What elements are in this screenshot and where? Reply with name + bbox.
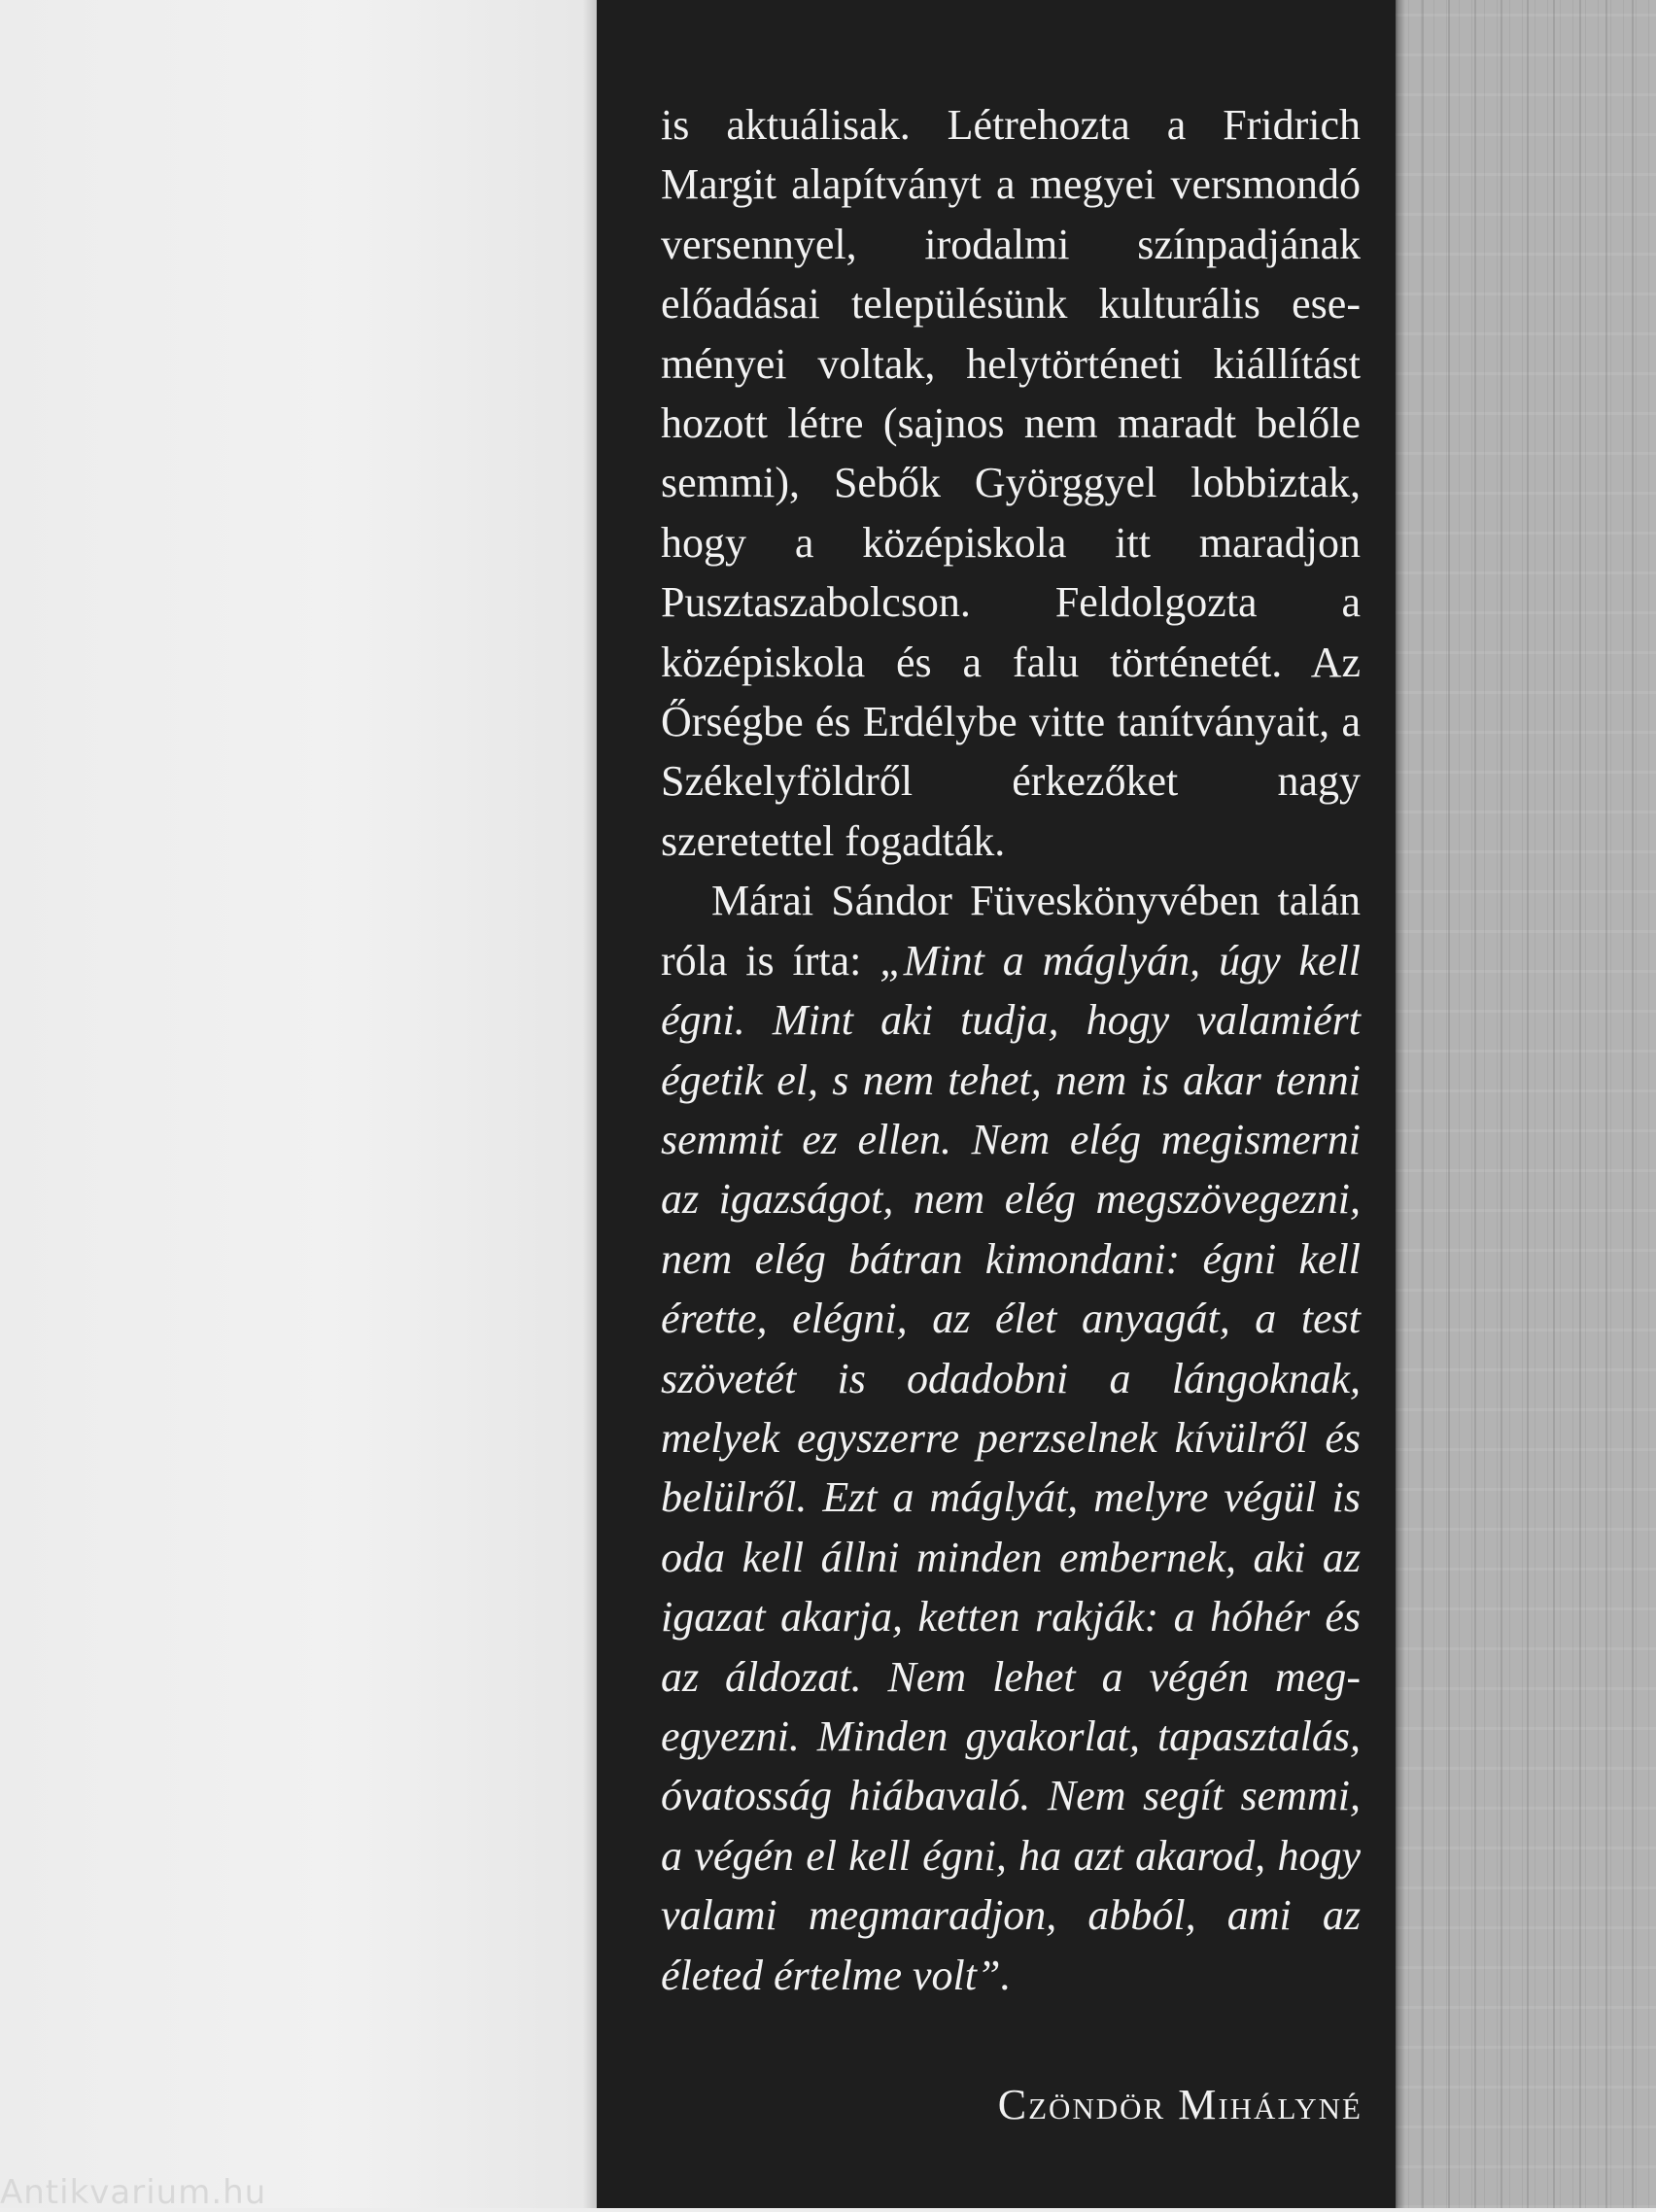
watermark-text: Antikvarium.hu bbox=[0, 2173, 267, 2212]
paragraph-1: is aktuálisak. Létrehozta a Fridrich Margit alapítványt a megyei versmondó versennyel, irodalmi színpadjának előadásai településünk kulturális eseményei voltak, helytörténeti kiállítást hozott létre (sajnos nem maradt belőle semmi), Sebők Györggyel lobbiztak, hogy a középiskola itt maradjon Pusztaszabolcson. Feldolgozta a középiskola és a falu történetét. Az Őrségbe és Erdélybe vitte tanítványait, a Székelyföldről érkezőket nagy szeretettel fogadták. bbox=[661, 101, 1361, 865]
marai-quote: „Mint a máglyán, úgy kell égni. Mint aki tudja, hogy valamiért égetik el, s nem tehet, nem is akar tenni semmit ez ellen. Nem elég megismerni az igazságot, nem elég megszövegezni, nem elég bátran kimondani: égni kell érette, elégni, az élet anyagát, a test szövetét is odadobni a lángoknak, melyek egyszerre perzselnek kívülről és belülről. Ezt a máglyát, melyre végül is oda kell állni minden embernek, aki az igazat akarja, ketten rakják: a hóhér és az áldozat. Nem lehet a végén megegyezni. Minden gyakorlat, tapasztalás, óvatosság hiábavaló. Nem segít semmi, a végén el kell égni, ha azt akarod, hogy valami megmaradjon, abból, ami az életed értelme volt”. bbox=[661, 936, 1362, 1999]
paragraph-2 bbox=[661, 871, 1361, 2005]
body-text-column bbox=[661, 95, 1361, 2005]
paragraph-2-intro: Márai Sándor Füveskönyvében talán róla is írta: bbox=[661, 877, 1361, 985]
textured-cover-edge bbox=[1396, 0, 1656, 2208]
author-signature: Czöndör Mihályné bbox=[997, 2081, 1363, 2128]
left-blank-page bbox=[0, 0, 601, 2208]
texture-edge-shadow bbox=[1396, 0, 1405, 2208]
